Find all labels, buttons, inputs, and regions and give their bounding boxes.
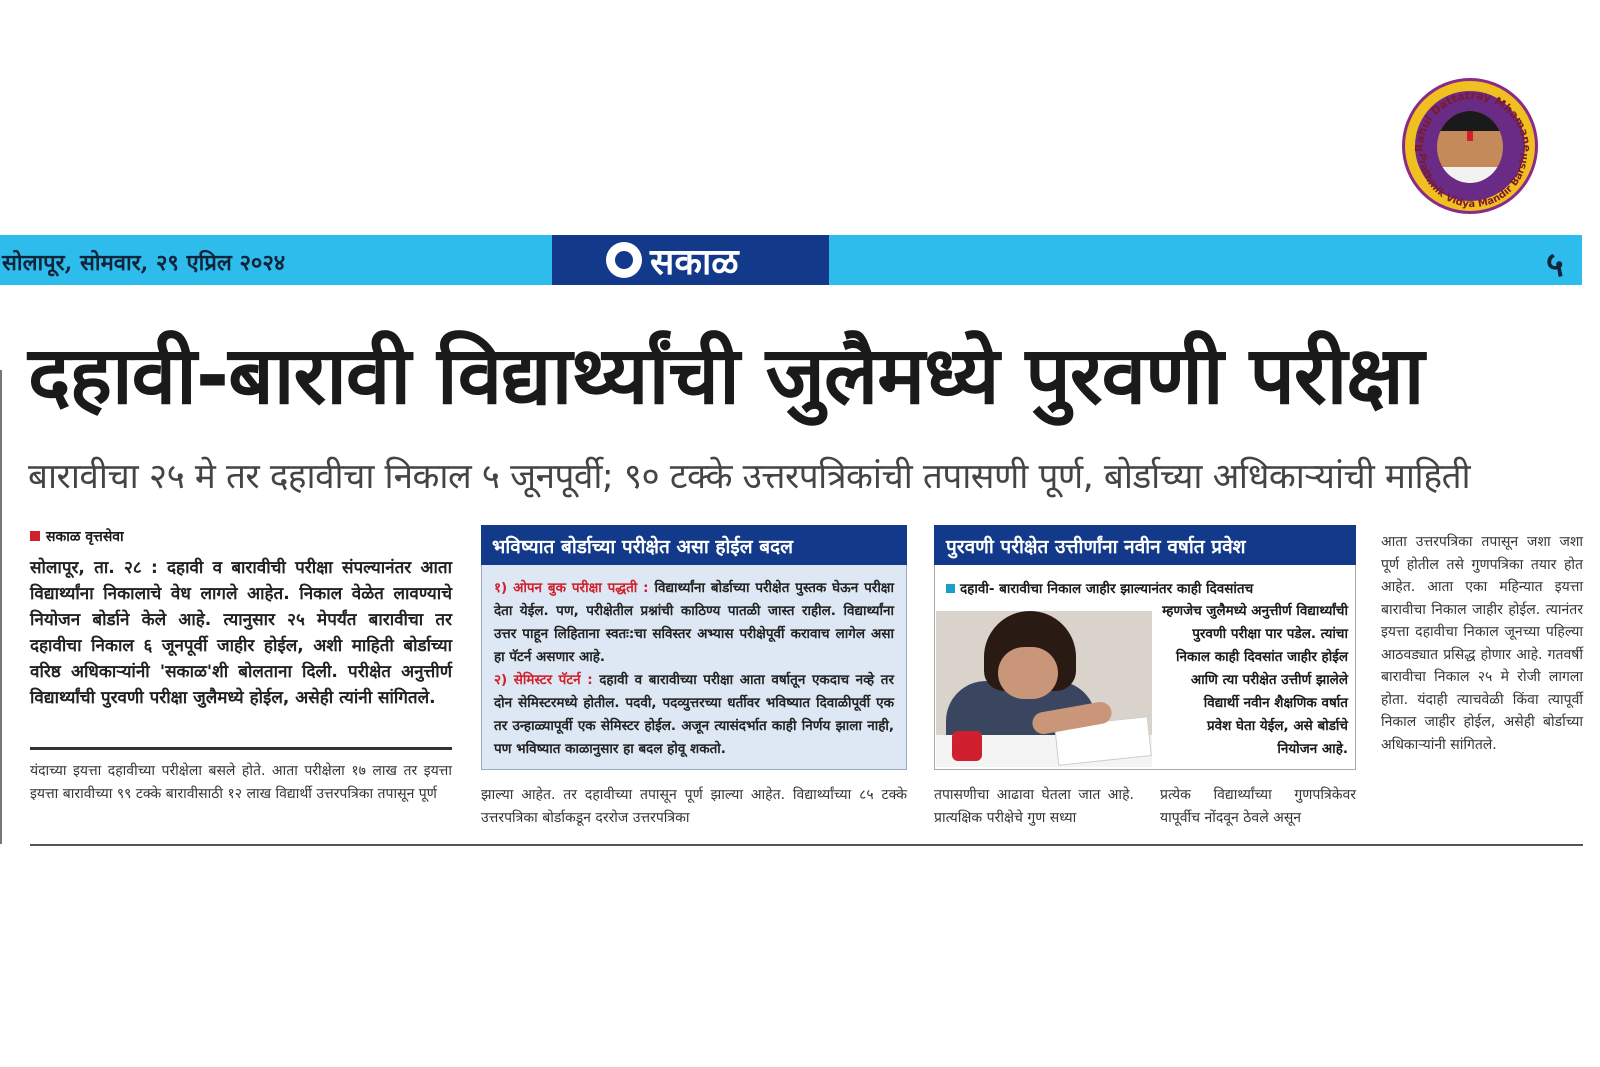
box2-line: विद्यार्थी नवीन शैक्षणिक वर्षात [1203, 695, 1348, 711]
svg-text:Rahul Dattatray Mhamane: Rahul Dattatray Mhamane [1412, 89, 1534, 153]
bullet-icon [946, 584, 955, 593]
box2-line: नियोजन आहे. [1277, 741, 1348, 757]
future-changes-title: भविष्यात बोर्डाच्या परीक्षेत असा होईल बदल [492, 536, 794, 558]
author-badge [1402, 78, 1538, 214]
lead-divider [30, 747, 452, 750]
box2-line: पुरवणी परीक्षा पार पडेल. त्यांचा [1192, 626, 1348, 642]
credit-marker-icon [30, 531, 40, 541]
item1-text: विद्यार्थ्यांना बोर्डाच्या परीक्षेत पुस्तक घेऊन परीक्षा देता येईल. पण, परीक्षेतील प्रश्नांची काठिण्य पातळी जास्त राहील. विद्यार्थ्यांना उत्तर पाहून लिहिताना स्वतः:चा सविस्तर अभ्यास परीक्षेपूर्वी करावाच लागेल असा हा पॅटर्न असणार आहे. [494, 580, 894, 665]
dateline: सोलापूर, सोमवार, २९ एप्रिल २०२४ [2, 250, 286, 276]
supplementary-exam-title: पुरवणी परीक्षेत उत्तीर्णांना नवीन वर्षात प्रवेश [946, 536, 1246, 558]
box2-line: प्रवेश घेता येईल, असे बोर्डाचे [1206, 718, 1348, 734]
body-column-4: प्रत्येक विद्यार्थ्यांच्या गुणपत्रिकेवर यापूर्वीच नोंदवून ठेवले असून [1160, 787, 1356, 826]
future-changes-body [494, 577, 894, 761]
lead-paragraph: सोलापूर, ता. २८ : दहावी व बारावीची परीक्षा संपल्यानंतर आता विद्यार्थ्यांना निकालाचे वेध लागले आहेत. निकाल वेळेत लावण्याचे नियोजन बोर्डाने केले आहे. त्यानुसार २५ मेपर्यंत बारावीचा तर दहावीचा निकाल ६ जूनपूर्वी जाहीर होईल, अशी माहिती बोर्डाच्या वरिष्ठ अधिकाऱ्यांनी 'सकाळ'शी बोलताना दिली. परीक्षेत अनुत्तीर्ण विद्यार्थ्यांची पुरवणी परीक्षा जुलैमध्ये होईल, असेही त्यांनी सांगितले. [30, 558, 452, 708]
item1-label: १) ओपन बुक परीक्षा पद्धती : [494, 580, 649, 596]
item2-text: दहावी व बारावीच्या परीक्षा आता वर्षातून एकदाच नव्हे तर दोन सेमिस्टरमध्ये होतील. पदवी, पदव्युत्तरच्या धर्तीवर भविष्यात दिवाळीपूर्वी एक तर उन्हाळ्यापूर्वी एक सेमिस्टर होईल. अजून त्यासंदर्भात काही निर्णय झाला नाही, पण भविष्यात काळानुसार हा बदल होवू शकतो. [494, 672, 894, 757]
body-column-2: झाल्या आहेत. तर दहावीच्या तपासून पूर्ण झाल्या आहेत. विद्यार्थ्यांच्या ८५ टक्के उत्तरपत्रिका बोर्डाकडून दररोज उत्तरपत्रिका [481, 787, 907, 826]
sakal-logo-icon [606, 242, 642, 278]
supplementary-exam-lines [1108, 600, 1348, 761]
newspaper-name: सकाळ [650, 242, 739, 283]
body-column-3: तपासणीचा आढावा घेतला जात आहे. प्रात्यक्षिक परीक्षेचे गुण सध्या [934, 787, 1134, 826]
supplementary-lead-text: दहावी- बारावीचा निकाल जाहीर झाल्यानंतर काही दिवसांतच [960, 581, 1254, 597]
news-credit [30, 527, 124, 546]
subheadline: बारावीचा २५ मे तर दहावीचा निकाल ५ जूनपूर्वी; ९० टक्के उत्तरपत्रिकांची तपासणी पूर्ण, बोर्डाच्या अधिकाऱ्यांची माहिती [28, 457, 1471, 497]
page-number: ५ [1546, 245, 1564, 285]
box2-line: आणि त्या परीक्षेत उत्तीर्ण झालेले [1190, 672, 1348, 688]
right-body-column: आता उत्तरपत्रिका तपासून जशा जशा पूर्ण होतील तसे गुणपत्रिका तयार होत आहेत. आता एका महिन्यात इयत्ता बारावीचा निकाल जाहीर होईल. त्यानंतर इयत्ता दहावीचा निकाल जूनच्या पहिल्या आठवड्यात प्रसिद्ध होणार आहे. गतवर्षी बारावीचा निकाल २५ मे रोजी लागला होता. यंदाही त्याचवेळी किंवा त्यापूर्वी निकाल जाहीर होईल, असेही बोर्डाच्या अधिकाऱ्यांनी सांगितले. [1381, 534, 1583, 753]
supplementary-exam-lead [946, 579, 1346, 597]
svg-text:Prathmik Vidya Mandir Barshi: Prathmik Vidya Mandir Barshi [1415, 152, 1531, 211]
headline: दहावी-बारावी विद्यार्थ्यांची जुलैमध्ये पुरवणी परीक्षा [28, 329, 1424, 422]
body-column-1: यंदाच्या इयत्ता दहावीच्या परीक्षेला बसले होते. आता परीक्षेला १७ लाख तर इयत्ता इयत्ता बारावीच्या ९९ टक्के बारावीसाठी १२ लाख विद्यार्थी उत्तरपत्रिका तपासून पूर्ण [30, 763, 452, 802]
item2-label: २) सेमिस्टर पॅटर्न : [494, 672, 593, 688]
badge-text-ring [1405, 81, 1541, 217]
box2-line: म्हणजेच जुलैमध्ये अनुत्तीर्ण विद्यार्थ्यांची [1162, 603, 1348, 619]
left-page-edge [0, 370, 2, 844]
credit-text: सकाळ वृत्तसेवा [46, 529, 124, 545]
bottom-divider [30, 844, 1583, 846]
box2-line: निकाल काही दिवसांत जाहीर होईल [1176, 649, 1348, 665]
